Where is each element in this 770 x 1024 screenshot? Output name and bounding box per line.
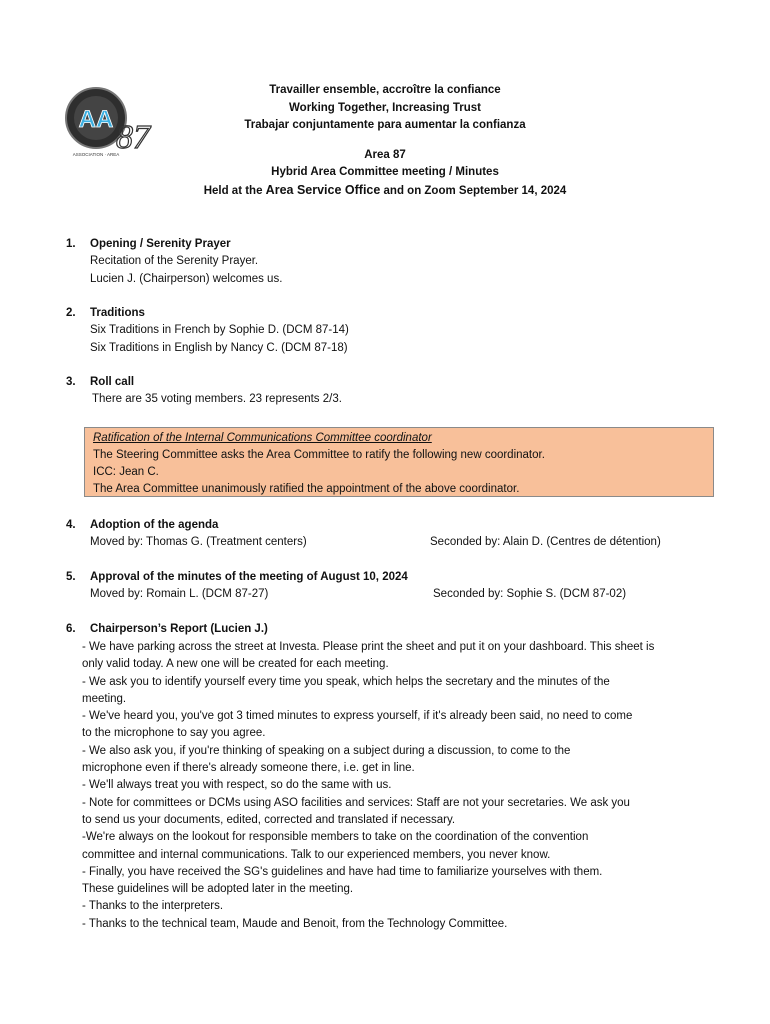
seconded-by: Seconded by: Sophie S. (DCM 87-02): [433, 588, 627, 601]
svg-text:AA: AA: [78, 106, 114, 133]
moved-by: Moved by: Thomas G. (Treatment centers): [90, 536, 307, 549]
section-title: Approval of the minutes of the meeting of August 10, 2024: [90, 571, 408, 583]
chair-report-body: - We have parking across the street at Investa. Please print the sheet and put it on your dashboard. This sheet is only valid today. A new one will be created for each meeting. - We ask you to identify yourself every time you speak, which helps the secretary and the minutes of the meeting. - We've heard you, you've got 3 timed minutes to express yourself, if it's already been said, no need to come to the microphone to say you agree. - We also ask you, if you're thinking of speaking on a subject during a discussion, to come to the microphone even if there's already someone there, i.e. get in line. - We'll always treat you with respect, so do the same with us. - Note for committees or DCMs using ASO facilities and services: Staff are not your secretaries. We ask you to send us your documents, edited, corrected and translated if necessary. -We're always on the lookout for responsible members to take on the coordination of the convention committee and internal communications. Talk to our experienced members, you never know. - Finally, you have received the SG's guidelines and have had time to familiarize yourselves with them. These guidelines will be adopted later in the meeting. - Thanks to the interpreters. - Thanks to the technical team, Maude and Benoit, from the Technology Committee.: [82, 641, 655, 930]
svg-text:ASSOCIATION · AREA: ASSOCIATION · AREA: [72, 152, 120, 157]
header-meeting-title: Hybrid Area Committee meeting / Minutes: [271, 166, 499, 178]
moved-by: Moved by: Romain L. (DCM 87-27): [90, 588, 269, 601]
header-held-line: Held at the Area Service Office and on Zoom September 14, 2024: [203, 182, 567, 197]
header-area: Area 87: [364, 148, 406, 161]
aa-area-87-logo: [60, 80, 160, 160]
svg-text:87: 87: [116, 119, 150, 156]
section-title: Opening / Serenity Prayer: [90, 238, 231, 250]
header-motto-french: Travailler ensemble, accroître la confiance: [269, 84, 501, 96]
header-motto-spanish: Trabajar conjuntamente para aumentar la confianza: [244, 119, 526, 131]
seconded-by: Seconded by: Alain D. (Centres de détention): [430, 536, 661, 549]
section-opening: 1. Opening / Serenity Prayer Recitation of the Serenity Prayer. Lucien J. (Chairperson) welcomes us.: [66, 238, 283, 285]
section-title: Traditions: [90, 307, 145, 319]
section-roll-call: 3. Roll call There are 35 voting members. 23 represents 2/3.: [66, 376, 342, 406]
ratification-box: Ratification of the Internal Communications Committee coordinator The Steering Committee asks the Area Committee to ratify the following new coordinator. ICC: Jean C. The Area Committee unanimously ratified the appointment of the above coordinator.: [84, 427, 714, 497]
section-minutes-approval: 5. Approval of the minutes of the meeting of August 10, 2024 Moved by: Romain L. (DCM 87-27) Seconded by: Sophie S. (DCM 87-02): [66, 569, 726, 604]
ratification-title: Ratification of the Internal Communications Committee coordinator: [93, 432, 432, 444]
section-agenda: 4. Adoption of the agenda Moved by: Thomas G. (Treatment centers) Seconded by: Alain D. (Centres de détention): [66, 517, 726, 552]
section-title: Roll call: [90, 376, 135, 388]
header-motto-english: Working Together, Increasing Trust: [289, 101, 481, 114]
section-title: Adoption of the agenda: [90, 519, 219, 531]
section-chair-report: 6. Chairperson’s Report (Lucien J.): [66, 623, 268, 635]
document-header: [150, 82, 620, 200]
section-traditions: 2. Traditions Six Traditions in French by Sophie D. (DCM 87-14) Six Traditions in English by Nancy C. (DCM 87-18): [66, 307, 349, 354]
section-title: Chairperson’s Report (Lucien J.): [90, 623, 268, 635]
